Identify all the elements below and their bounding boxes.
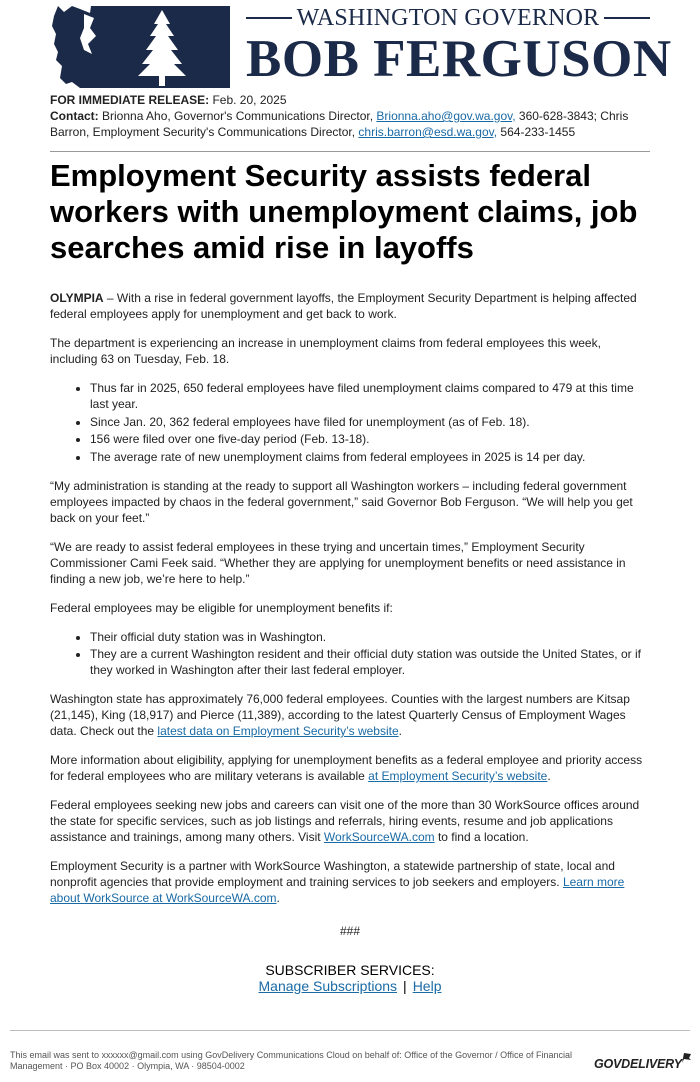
esd-website-link[interactable]: at Employment Security’s website — [368, 769, 548, 783]
lead-paragraph — [50, 290, 650, 322]
govdelivery-logo — [594, 1052, 692, 1074]
lead-text: – With a rise in federal government layoffs, the Employment Security Department is helping affected federal employees apply for unemployment and get back to work. — [50, 291, 637, 321]
list-item: • They are a current Washington resident and their official duty station was outside the United States, or if they worked in Washington after their last federal employer. — [90, 646, 650, 678]
counties-text: Washington state has approximately 76,000 federal employees. Counties with the largest numbers are Kitsap (21,145), King (18,917) and Pierce (11,389), according to the latest Quarterly Census of Employment Wages data. Check out the — [50, 692, 630, 738]
flag-icon — [680, 1052, 692, 1064]
worksource-text: Federal employees seeking new jobs and careers can visit one of the more than 30 WorkSource offices around the state for specific services, such as job listings and referrals, hiring events, resume and job applications assistance and trainings, among many others. Visit — [50, 798, 640, 844]
release-info — [50, 92, 650, 140]
govdelivery-wordmark: GOVDELIVERY — [594, 1057, 682, 1071]
contact-text-1: Brionna Aho, Governor's Communications Director, — [98, 109, 377, 123]
help-link[interactable]: Help — [412, 978, 442, 994]
worksource-paragraph — [50, 797, 650, 845]
headline: Employment Security assists federal workers with unemployment claims, job searches amid rise in layoffs — [50, 158, 638, 265]
counties-paragraph — [50, 691, 650, 739]
footer-divider — [10, 1030, 690, 1031]
commissioner-quote: “We are ready to assist federal employees in these trying and uncertain times,” Employment Security Commissioner Cami Feek said. “Whether they are applying for unemployment benefits or need assistance in finding a new job, we’re here to help.” — [50, 539, 626, 586]
header-divider — [50, 151, 650, 152]
subscriber-links — [50, 978, 650, 994]
partner-end: . — [276, 891, 280, 905]
release-date-line — [50, 92, 650, 108]
eligibility-info-paragraph — [50, 752, 650, 784]
governor-title-line — [246, 6, 650, 30]
title-rule-left — [246, 17, 292, 19]
governor-title: WASHINGTON GOVERNOR — [296, 5, 600, 31]
list-item: • Thus far in 2025, 650 federal employees have filed unemployment claims compared to 479 at this time last year. — [90, 380, 650, 412]
latest-data-link[interactable]: latest data on Employment Security’s website — [157, 724, 399, 738]
contact-label: Contact: — [50, 109, 99, 123]
counties-end: . — [398, 724, 402, 738]
washington-state-tree-logo — [50, 4, 234, 90]
release-date: Feb. 20, 2025 — [209, 93, 287, 107]
learn-more-worksource-link[interactable]: Learn more about WorkSource at WorkSourceWA.com — [50, 875, 625, 905]
info-text: More information about eligibility, applying for unemployment benefits as a federal employee and priority access for federal employees who are military veterans is available — [50, 753, 643, 783]
contact-text-3: 564-233-1455 — [497, 125, 576, 139]
release-label: FOR IMMEDIATE RELEASE: — [50, 93, 210, 107]
dateline: OLYMPIA — [50, 291, 104, 305]
partner-text: Employment Security is a partner with WorkSource Washington, a statewide partnership of state, local and nonprofit agencies that provide employment and training services to job seekers and employers. — [50, 859, 615, 889]
manage-subscriptions-link[interactable]: Manage Subscriptions — [258, 978, 398, 994]
end-mark: ### — [339, 924, 361, 938]
list-item: • Their official duty station was in Washington. — [90, 629, 650, 645]
subscriber-services — [50, 962, 650, 994]
list-item: • The average rate of new unemployment claims from federal employees in 2025 is 14 per day. — [90, 449, 650, 465]
contact-line — [50, 108, 650, 140]
subscriber-heading: SUBSCRIBER SERVICES: — [265, 962, 435, 978]
governor-name: BOB FERGUSON — [246, 30, 672, 88]
footer-text: This email was sent to xxxxxx@gmail.com using GovDelivery Communications Cloud on behalf of: Office of the Governor / Office of Financial Management · PO Box 40002 · Olympia, WA · 98504-0002 — [10, 1050, 573, 1071]
partner-paragraph — [50, 858, 650, 906]
governor-quote: “My administration is standing at the ready to support all Washington workers – including federal government employees impacted by chaos in the federal government,” said Governor Bob Ferguson. “We will help you get back on your feet.” — [50, 478, 633, 525]
eligibility-intro: Federal employees may be eligible for unemployment benefits if: — [50, 600, 393, 615]
article-body — [50, 158, 650, 938]
governor-header — [50, 4, 672, 90]
title-rule-right — [604, 17, 650, 19]
list-item: • 156 were filed over one five-day period (Feb. 13-18). — [90, 431, 650, 447]
eligibility-list — [50, 629, 650, 679]
list-item: • Since Jan. 20, 362 federal employees have filed for unemployment (as of Feb. 18). — [90, 414, 650, 430]
contact-email-link-2[interactable]: chris.barron@esd.wa.gov, — [358, 125, 498, 139]
stats-list — [50, 380, 650, 465]
link-separator: | — [403, 978, 407, 994]
contact-email-link-1[interactable]: Brionna.aho@gov.wa.gov, — [376, 109, 516, 123]
info-end: . — [547, 769, 551, 783]
claims-paragraph: The department is experiencing an increase in unemployment claims from federal employees this week, including 63 on Tuesday, Feb. 18. — [50, 336, 601, 366]
worksource-end: to find a location. — [434, 830, 529, 844]
contact-text-2: 360-628-3843; Chris Barron, Employment Security's Communications Director, — [50, 109, 629, 139]
worksourcewa-link[interactable]: WorkSourceWA.com — [323, 830, 435, 844]
